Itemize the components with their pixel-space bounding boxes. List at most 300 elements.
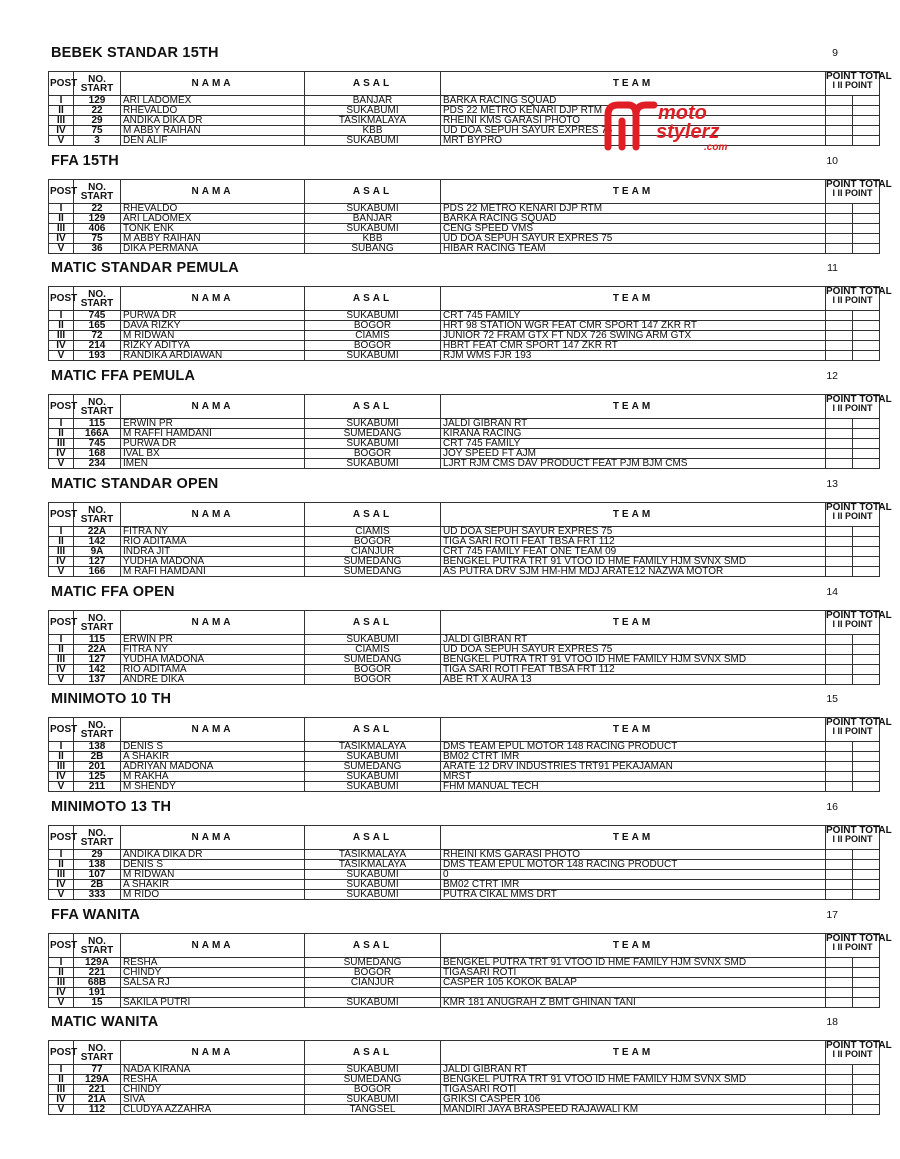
cell-rider-name: YUDHA MADONA: [121, 655, 305, 665]
cell-start-number: 129A: [74, 1075, 121, 1085]
cell-team: UD DOA SEPUH SAYUR EXPRES 75: [441, 645, 826, 655]
cell-position: III: [49, 655, 74, 665]
cell-rider-name: PURWA DR: [121, 439, 305, 449]
cell-total-point: [853, 772, 880, 782]
cell-team: KMR 181 ANUGRAH Z BMT GHINAN TANI: [441, 998, 826, 1008]
cell-position: III: [49, 116, 74, 126]
table-row: [49, 459, 880, 469]
table-header-row: [49, 826, 880, 850]
header-post: POST: [49, 395, 74, 419]
header-post: POST: [49, 718, 74, 742]
cell-team: RHEINI KMS GARASI PHOTO: [441, 850, 826, 860]
table-header-row: [49, 72, 880, 96]
cell-point: [826, 341, 853, 351]
cell-origin: BOGOR: [305, 665, 441, 675]
table-row: [49, 772, 880, 782]
cell-origin: CIANJUR: [305, 547, 441, 557]
cell-start-number: 15: [74, 998, 121, 1008]
cell-position: I: [49, 1065, 74, 1075]
class-number: 14: [826, 586, 838, 598]
table-row: [49, 665, 880, 675]
table-row: [49, 567, 880, 577]
cell-origin: SUMEDANG: [305, 655, 441, 665]
cell-team: GRIKSI CASPER 106: [441, 1095, 826, 1105]
header-team: TEAM: [441, 934, 826, 958]
cell-start-number: 191: [74, 988, 121, 998]
cell-position: I: [49, 311, 74, 321]
table-row: [49, 419, 880, 429]
cell-team: ABE RT X AURA 13: [441, 675, 826, 685]
table-header-row: [49, 1041, 880, 1065]
table-row: [49, 675, 880, 685]
cell-point: [826, 1105, 853, 1115]
cell-total-point: [853, 1075, 880, 1085]
header-point-total: [826, 286, 892, 311]
table-row: [49, 860, 880, 870]
header-point-total: [826, 179, 892, 204]
cell-start-number: 129: [74, 96, 121, 106]
cell-total-point: [853, 635, 880, 645]
header-point-bottom: I II POINT: [832, 942, 873, 952]
cell-position: V: [49, 136, 74, 146]
cell-rider-name: DEN ALIF: [121, 136, 305, 146]
cell-team: RJM WMS FJR 193: [441, 351, 826, 361]
header-start-label: START: [80, 621, 114, 633]
race-class-section: [0, 798, 900, 903]
table-header-row: [49, 180, 880, 204]
cell-rider-name: M RAKHA: [121, 772, 305, 782]
cell-rider-name: DENIS S: [121, 860, 305, 870]
cell-team: HBRT FEAT CMR SPORT 147 ZKR RT: [441, 341, 826, 351]
table-row: [49, 429, 880, 439]
header-team: TEAM: [441, 287, 826, 311]
header-no-label: NO.: [88, 181, 106, 193]
cell-point: [826, 557, 853, 567]
cell-total-point: [853, 978, 880, 988]
cell-rider-name: CHINDY: [121, 1085, 305, 1095]
header-point-bottom: I II POINT: [832, 834, 873, 844]
header-asal: ASAL: [305, 934, 441, 958]
header-team: TEAM: [441, 826, 826, 850]
results-table: [48, 394, 892, 469]
header-point-top: POINT TOTAL: [826, 286, 892, 297]
header-post: POST: [49, 611, 74, 635]
results-table: [48, 71, 892, 146]
cell-origin: BOGOR: [305, 968, 441, 978]
table-row: [49, 96, 880, 106]
cell-position: II: [49, 1075, 74, 1085]
results-table: [48, 502, 892, 577]
header-post: POST: [49, 72, 74, 96]
cell-rider-name: FITRA NY: [121, 645, 305, 655]
header-asal: ASAL: [305, 180, 441, 204]
header-point-bottom: I II POINT: [832, 80, 873, 90]
cell-origin: CIAMIS: [305, 527, 441, 537]
cell-start-number: 166: [74, 567, 121, 577]
cell-total-point: [853, 655, 880, 665]
header-point-total: [826, 717, 892, 742]
class-number: 15: [826, 693, 838, 705]
cell-team: CENG SPEED VMS: [441, 224, 826, 234]
cell-position: IV: [49, 126, 74, 136]
cell-position: II: [49, 429, 74, 439]
header-asal: ASAL: [305, 718, 441, 742]
table-row: [49, 537, 880, 547]
cell-total-point: [853, 439, 880, 449]
cell-origin: KBB: [305, 126, 441, 136]
cell-origin: BOGOR: [305, 537, 441, 547]
cell-team: HRT 98 STATION WGR FEAT CMR SPORT 147 ZKR RT: [441, 321, 826, 331]
cell-origin: SUKABUMI: [305, 752, 441, 762]
cell-total-point: [853, 998, 880, 1008]
class-title: MATIC FFA PEMULA: [51, 368, 196, 384]
cell-rider-name: PURWA DR: [121, 311, 305, 321]
cell-team: DMS TEAM EPUL MOTOR 148 RACING PRODUCT: [441, 742, 826, 752]
cell-team: AS PUTRA DRV SJM HM-HM MDJ ARATE12 NAZWA MOTOR: [441, 567, 826, 577]
header-point-total: [826, 502, 892, 527]
cell-total-point: [853, 311, 880, 321]
cell-rider-name: INDRA JIT: [121, 547, 305, 557]
cell-start-number: 2B: [74, 880, 121, 890]
cell-origin: SUKABUMI: [305, 782, 441, 792]
results-table: [48, 1040, 892, 1115]
cell-rider-name: ADRIYAN MADONA: [121, 762, 305, 772]
class-title: MATIC WANITA: [51, 1014, 159, 1030]
header-point-total: [826, 71, 892, 96]
header-point-total: [826, 825, 892, 850]
cell-origin: SUKABUMI: [305, 1065, 441, 1075]
header-asal: ASAL: [305, 72, 441, 96]
cell-start-number: 75: [74, 126, 121, 136]
header-point-top: POINT TOTAL: [826, 610, 892, 621]
header-nama: NAMA: [121, 72, 305, 96]
table-header-row: [49, 718, 880, 742]
cell-total-point: [853, 988, 880, 998]
header-no-label: NO.: [88, 719, 106, 731]
header-no-label: NO.: [88, 288, 106, 300]
class-number: 9: [832, 47, 838, 59]
cell-team: MRT BYPRO: [441, 136, 826, 146]
header-point-top: POINT TOTAL: [826, 1040, 892, 1051]
cell-team: CRT 745 FAMILY: [441, 439, 826, 449]
header-no-start: [74, 180, 121, 204]
cell-rider-name: RESHA: [121, 958, 305, 968]
header-point-bottom: I II POINT: [832, 726, 873, 736]
cell-position: V: [49, 998, 74, 1008]
cell-total-point: [853, 1105, 880, 1115]
header-nama: NAMA: [121, 1041, 305, 1065]
class-title: MATIC STANDAR PEMULA: [51, 260, 239, 276]
cell-start-number: 221: [74, 968, 121, 978]
motostylerz-logo: [598, 95, 734, 155]
cell-position: III: [49, 1085, 74, 1095]
cell-origin: BOGOR: [305, 1085, 441, 1095]
cell-rider-name: ANDRE DIKA: [121, 675, 305, 685]
cell-origin: SUMEDANG: [305, 1075, 441, 1085]
header-point-total: [826, 394, 892, 419]
race-class-section: [0, 690, 900, 795]
cell-rider-name: RHEVALDO: [121, 204, 305, 214]
header-start-label: START: [80, 836, 114, 848]
cell-position: V: [49, 459, 74, 469]
cell-point: [826, 1065, 853, 1075]
cell-rider-name: YUDHA MADONA: [121, 557, 305, 567]
header-point-top: POINT TOTAL: [826, 825, 892, 836]
cell-total-point: [853, 860, 880, 870]
results-table: [48, 717, 892, 792]
cell-origin: SUKABUMI: [305, 204, 441, 214]
cell-origin: TASIKMALAYA: [305, 860, 441, 870]
cell-start-number: 115: [74, 635, 121, 645]
cell-start-number: 193: [74, 351, 121, 361]
table-row: [49, 204, 880, 214]
cell-team: PDS 22 METRO KENARI DJP RTM: [441, 204, 826, 214]
cell-start-number: 127: [74, 557, 121, 567]
cell-origin: SUMEDANG: [305, 567, 441, 577]
cell-total-point: [853, 557, 880, 567]
header-team: TEAM: [441, 72, 826, 96]
header-asal: ASAL: [305, 287, 441, 311]
cell-origin: BANJAR: [305, 214, 441, 224]
cell-total-point: [853, 1065, 880, 1075]
cell-team: BARKA RACING SQUAD: [441, 96, 826, 106]
table-header-row: [49, 503, 880, 527]
cell-point: [826, 665, 853, 675]
cell-point: [826, 782, 853, 792]
cell-origin: TASIKMALAYA: [305, 850, 441, 860]
cell-team: JALDI GIBRAN RT: [441, 635, 826, 645]
class-title: MINIMOTO 10 TH: [51, 691, 172, 707]
cell-position: I: [49, 527, 74, 537]
cell-team: JALDI GIBRAN RT: [441, 419, 826, 429]
logo-text-com: .com: [704, 142, 728, 153]
cell-origin: SUKABUMI: [305, 419, 441, 429]
logo-text-moto: moto: [658, 102, 707, 124]
cell-start-number: 21A: [74, 1095, 121, 1105]
cell-point: [826, 106, 853, 116]
cell-team: BENGKEL PUTRA TRT 91 VTOO ID HME FAMILY HJM SVNX SMD: [441, 958, 826, 968]
cell-team: BENGKEL PUTRA TRT 91 VTOO ID HME FAMILY HJM SVNX SMD: [441, 1075, 826, 1085]
header-no-start: [74, 826, 121, 850]
cell-rider-name: [121, 988, 305, 998]
header-point-bottom: I II POINT: [832, 619, 873, 629]
cell-rider-name: M ABBY RAIHAN: [121, 126, 305, 136]
cell-point: [826, 1095, 853, 1105]
header-post: POST: [49, 1041, 74, 1065]
cell-start-number: 333: [74, 890, 121, 900]
header-team: TEAM: [441, 180, 826, 204]
cell-point: [826, 772, 853, 782]
header-nama: NAMA: [121, 934, 305, 958]
cell-total-point: [853, 890, 880, 900]
header-start-label: START: [80, 513, 114, 525]
header-asal: ASAL: [305, 611, 441, 635]
table-row: [49, 224, 880, 234]
cell-position: II: [49, 752, 74, 762]
cell-team: HIBAR RACING TEAM: [441, 244, 826, 254]
results-table: [48, 610, 892, 685]
cell-start-number: 29: [74, 850, 121, 860]
cell-total-point: [853, 665, 880, 675]
table-row: [49, 782, 880, 792]
cell-point: [826, 1075, 853, 1085]
race-class-section: [0, 367, 900, 472]
cell-rider-name: A SHAKIR: [121, 880, 305, 890]
header-point-bottom: I II POINT: [832, 511, 873, 521]
cell-origin: SUKABUMI: [305, 772, 441, 782]
cell-rider-name: CHINDY: [121, 968, 305, 978]
cell-point: [826, 224, 853, 234]
cell-position: I: [49, 635, 74, 645]
cell-total-point: [853, 351, 880, 361]
header-point-top: POINT TOTAL: [826, 933, 892, 944]
class-title: FFA 15TH: [51, 153, 119, 169]
cell-position: IV: [49, 772, 74, 782]
cell-rider-name: M RIDO: [121, 890, 305, 900]
cell-total-point: [853, 96, 880, 106]
cell-origin: BOGOR: [305, 341, 441, 351]
cell-point: [826, 429, 853, 439]
cell-start-number: 127: [74, 655, 121, 665]
cell-origin: BOGOR: [305, 449, 441, 459]
cell-start-number: 115: [74, 419, 121, 429]
cell-start-number: 221: [74, 1085, 121, 1095]
cell-point: [826, 752, 853, 762]
header-no-label: NO.: [88, 504, 106, 516]
table-row: [49, 351, 880, 361]
cell-start-number: 129: [74, 214, 121, 224]
logo-text-stylerz: stylerz: [656, 121, 720, 143]
cell-total-point: [853, 782, 880, 792]
cell-origin: SUBANG: [305, 244, 441, 254]
cell-start-number: 75: [74, 234, 121, 244]
cell-team: DMS TEAM EPUL MOTOR 148 RACING PRODUCT: [441, 860, 826, 870]
cell-start-number: 129A: [74, 958, 121, 968]
cell-rider-name: M RAFI HAMDANI: [121, 567, 305, 577]
cell-point: [826, 419, 853, 429]
header-start-label: START: [80, 944, 114, 956]
cell-start-number: 22: [74, 106, 121, 116]
table-row: [49, 244, 880, 254]
cell-point: [826, 459, 853, 469]
cell-rider-name: TONK ENK: [121, 224, 305, 234]
cell-total-point: [853, 880, 880, 890]
header-point-top: POINT TOTAL: [826, 71, 892, 82]
cell-start-number: 168: [74, 449, 121, 459]
cell-origin: SUKABUMI: [305, 136, 441, 146]
class-number: 16: [826, 801, 838, 813]
cell-point: [826, 762, 853, 772]
cell-origin: SUMEDANG: [305, 762, 441, 772]
cell-rider-name: IMEN: [121, 459, 305, 469]
cell-start-number: 138: [74, 860, 121, 870]
cell-origin: SUMEDANG: [305, 557, 441, 567]
cell-total-point: [853, 429, 880, 439]
header-no-label: NO.: [88, 396, 106, 408]
header-team: TEAM: [441, 718, 826, 742]
cell-rider-name: NADA KIRANA: [121, 1065, 305, 1075]
header-no-start: [74, 287, 121, 311]
cell-position: V: [49, 567, 74, 577]
cell-rider-name: M RIDWAN: [121, 870, 305, 880]
header-no-start: [74, 718, 121, 742]
cell-total-point: [853, 968, 880, 978]
cell-total-point: [853, 106, 880, 116]
cell-rider-name: FITRA NY: [121, 527, 305, 537]
cell-total-point: [853, 214, 880, 224]
cell-position: I: [49, 96, 74, 106]
cell-team: CRT 745 FAMILY: [441, 311, 826, 321]
table-row: [49, 1105, 880, 1115]
class-number: 12: [826, 370, 838, 382]
header-asal: ASAL: [305, 826, 441, 850]
cell-origin: SUMEDANG: [305, 958, 441, 968]
results-table: [48, 933, 892, 1008]
cell-point: [826, 527, 853, 537]
cell-start-number: 2B: [74, 752, 121, 762]
cell-point: [826, 311, 853, 321]
table-header-row: [49, 287, 880, 311]
cell-position: V: [49, 1105, 74, 1115]
cell-point: [826, 635, 853, 645]
cell-total-point: [853, 136, 880, 146]
cell-team: JUNIOR 72 FRAM GTX FT NDX 726 SWING ARM GTX: [441, 331, 826, 341]
class-title: MATIC STANDAR OPEN: [51, 476, 219, 492]
header-post: POST: [49, 287, 74, 311]
cell-point: [826, 850, 853, 860]
cell-start-number: 745: [74, 439, 121, 449]
cell-total-point: [853, 126, 880, 136]
results-table: [48, 179, 892, 254]
cell-position: I: [49, 958, 74, 968]
cell-origin: SUKABUMI: [305, 870, 441, 880]
table-row: [49, 890, 880, 900]
header-nama: NAMA: [121, 287, 305, 311]
cell-rider-name: ANDIKA DIKA DR: [121, 116, 305, 126]
cell-origin: CIANJUR: [305, 978, 441, 988]
table-row: [49, 527, 880, 537]
cell-point: [826, 439, 853, 449]
header-asal: ASAL: [305, 395, 441, 419]
results-table: [48, 825, 892, 900]
cell-point: [826, 547, 853, 557]
cell-team: CRT 745 FAMILY FEAT ONE TEAM 09: [441, 547, 826, 557]
cell-team: PDS 22 METRO KENARI DJP RTM: [441, 106, 826, 116]
cell-team: JALDI GIBRAN RT: [441, 1065, 826, 1075]
cell-team: UD DOA SEPUH SAYUR EXPRES 75: [441, 234, 826, 244]
cell-start-number: 68B: [74, 978, 121, 988]
table-row: [49, 968, 880, 978]
cell-team: BARKA RACING SQUAD: [441, 214, 826, 224]
cell-position: IV: [49, 341, 74, 351]
cell-point: [826, 978, 853, 988]
cell-point: [826, 244, 853, 254]
cell-origin: CIAMIS: [305, 645, 441, 655]
cell-rider-name: RIO ADITAMA: [121, 537, 305, 547]
header-no-label: NO.: [88, 73, 106, 85]
cell-start-number: 22: [74, 204, 121, 214]
cell-position: III: [49, 547, 74, 557]
cell-total-point: [853, 449, 880, 459]
cell-origin: SUKABUMI: [305, 1095, 441, 1105]
table-row: [49, 341, 880, 351]
header-nama: NAMA: [121, 826, 305, 850]
race-class-section: [0, 152, 900, 257]
cell-start-number: 234: [74, 459, 121, 469]
cell-rider-name: CLUDYA AZZAHRA: [121, 1105, 305, 1115]
cell-start-number: 3: [74, 136, 121, 146]
cell-point: [826, 645, 853, 655]
